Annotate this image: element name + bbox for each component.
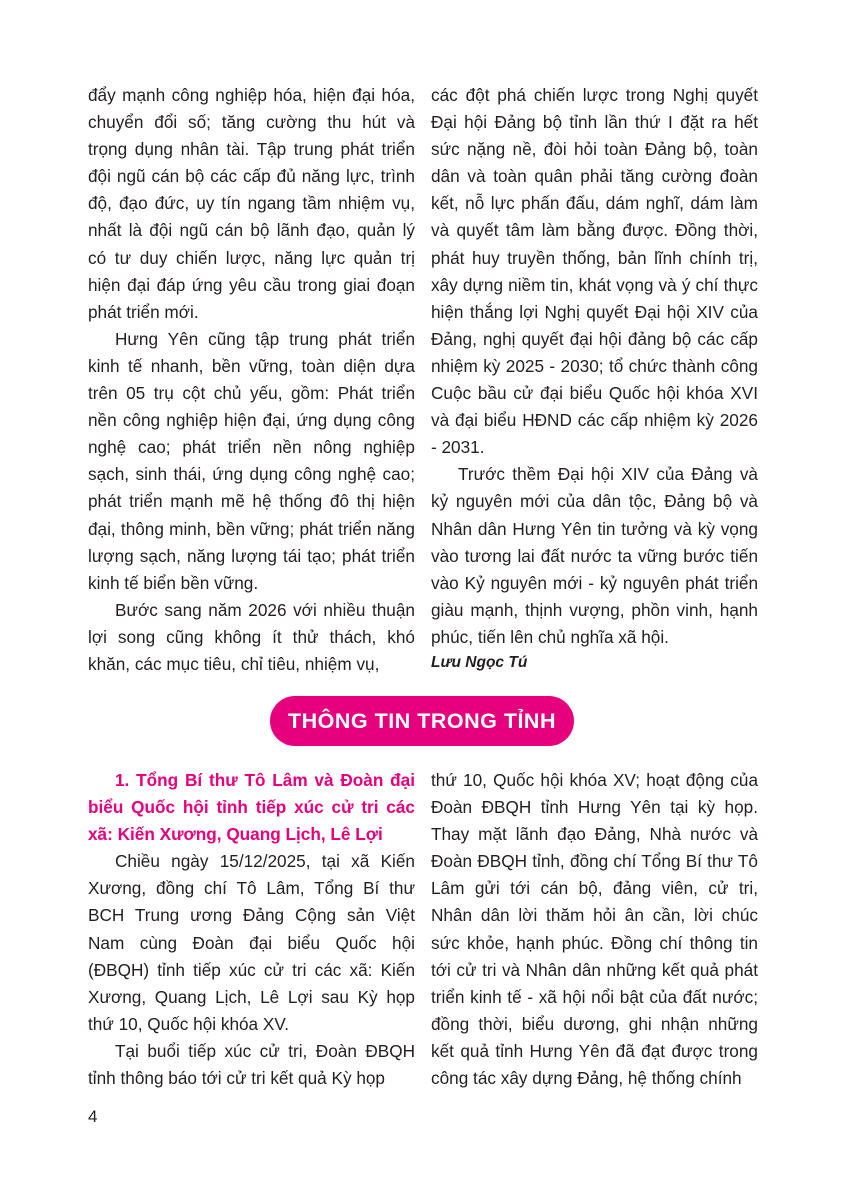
paragraph: Trước thềm Đại hội XIV của Đảng và kỷ nguyên mới của dân tộc, Đảng bộ và Nhân dân Hưng Yên tin tưởng và kỳ vọng vào tương lai đất nước ta vững bước tiến vào Kỷ nguyên mới - kỷ nguyên phát triển giàu mạnh, thịnh vượng, phồn vinh, hạnh phúc, tiến lên chủ nghĩa xã hội. bbox=[431, 464, 758, 647]
column-bottom-right bbox=[431, 767, 758, 1092]
column-top-right bbox=[431, 82, 758, 675]
paragraph: đẩy mạnh công nghiệp hóa, hiện đại hóa, chuyển đổi số; tăng cường thu hút và trọng dụng nhân tài. Tập trung phát triển đội ngũ cán bộ các cấp đủ năng lực, trình độ, đạo đức, uy tín ngang tầm nhiệm vụ, nhất là đội ngũ cán bộ lãnh đạo, quản lý có tư duy chiến lược, năng lực quản trị hiện đại đáp ứng yêu cầu trong giai đoạn phát triển mới. bbox=[88, 85, 415, 322]
paragraph: Tại buổi tiếp xúc cử tri, Đoàn ĐBQH tỉnh thông báo tới cử tri kết quả Kỳ họp bbox=[88, 1040, 415, 1089]
paragraph: Bước sang năm 2026 với nhiều thuận lợi song cũng không ít thử thách, khó khăn, các mục tiêu, chỉ tiêu, nhiệm vụ, bbox=[88, 599, 415, 674]
column-top-left bbox=[88, 82, 415, 678]
paragraph: thứ 10, Quốc hội khóa XV; hoạt động của Đoàn ĐBQH tỉnh Hưng Yên tại kỳ họp. Thay mặt lãnh đạo Đảng, Nhà nước và Đoàn ĐBQH tỉnh, đồng chí Tổng Bí thư Tô Lâm gửi tới cán bộ, đảng viên, cử tri, Nhân dân lời thăm hỏi ân cần, lời chúc sức khỏe, hạnh phúc. Đồng chí thông tin tới cử tri và Nhân dân những kết quả phát triển kinh tế - xã hội nổi bật của đất nước; đồng thời, biểu dương, ghi nhận những kết quả tỉnh Hưng Yên đã đạt được trong công tác xây dựng Đảng, hệ thống chính bbox=[431, 770, 758, 1089]
paragraph: các đột phá chiến lược trong Nghị quyết Đại hội Đảng bộ tỉnh lần thứ I đặt ra hết sức nặng nề, đòi hỏi toàn Đảng bộ, toàn dân và toàn quân phải tăng cường đoàn kết, nỗ lực phấn đấu, dám nghĩ, dám làm và quyết tâm làm bằng được. Đồng thời, phát huy truyền thống, bản lĩnh chính trị, xây dựng niềm tin, khát vọng và ý chí thực hiện thắng lợi Nghị quyết Đại hội XIV của Đảng, nghị quyết đại hội đảng bộ các cấp nhiệm kỳ 2025 - 2030; tổ chức thành công Cuộc bầu cử đại biểu Quốc hội khóa XVI và đại biểu HĐND các cấp nhiệm kỳ 2026 - 2031. bbox=[431, 85, 758, 458]
article-title: 1. Tổng Bí thư Tô Lâm và Đoàn đại biểu Quốc hội tỉnh tiếp xúc cử tri các xã: Kiến Xương, Quang Lịch, Lê Lợi bbox=[88, 770, 415, 845]
page-number: 4 bbox=[88, 1107, 98, 1126]
paragraph: Hưng Yên cũng tập trung phát triển kinh tế nhanh, bền vững, toàn diện dựa trên 05 trụ cột chủ yếu, gồm: Phát triển nền công nghiệp hiện đại, ứng dụng công nghệ cao; phát triển nền nông nghiệp sạch, sinh thái, ứng dụng công nghệ cao; phát triển mạnh mẽ hệ thống đô thị hiện đại, thông minh, bền vững; phát triển năng lượng sạch, năng lượng tái tạo; phát triển kinh tế biển bền vững. bbox=[88, 328, 415, 593]
author-signature: Lưu Ngọc Tú bbox=[431, 653, 528, 671]
section-banner: THÔNG TIN TRONG TỈNH bbox=[270, 696, 574, 746]
column-bottom-left bbox=[88, 767, 415, 1092]
paragraph: Chiều ngày 15/12/2025, tại xã Kiến Xương, đồng chí Tô Lâm, Tổng Bí thư BCH Trung ương Đảng Cộng sản Việt Nam cùng Đoàn đại biểu Quốc hội (ĐBQH) tỉnh tiếp xúc cử tri các xã: Kiến Xương, Quang Lịch, Lê Lợi sau Kỳ họp thứ 10, Quốc hội khóa XV. bbox=[88, 851, 415, 1034]
